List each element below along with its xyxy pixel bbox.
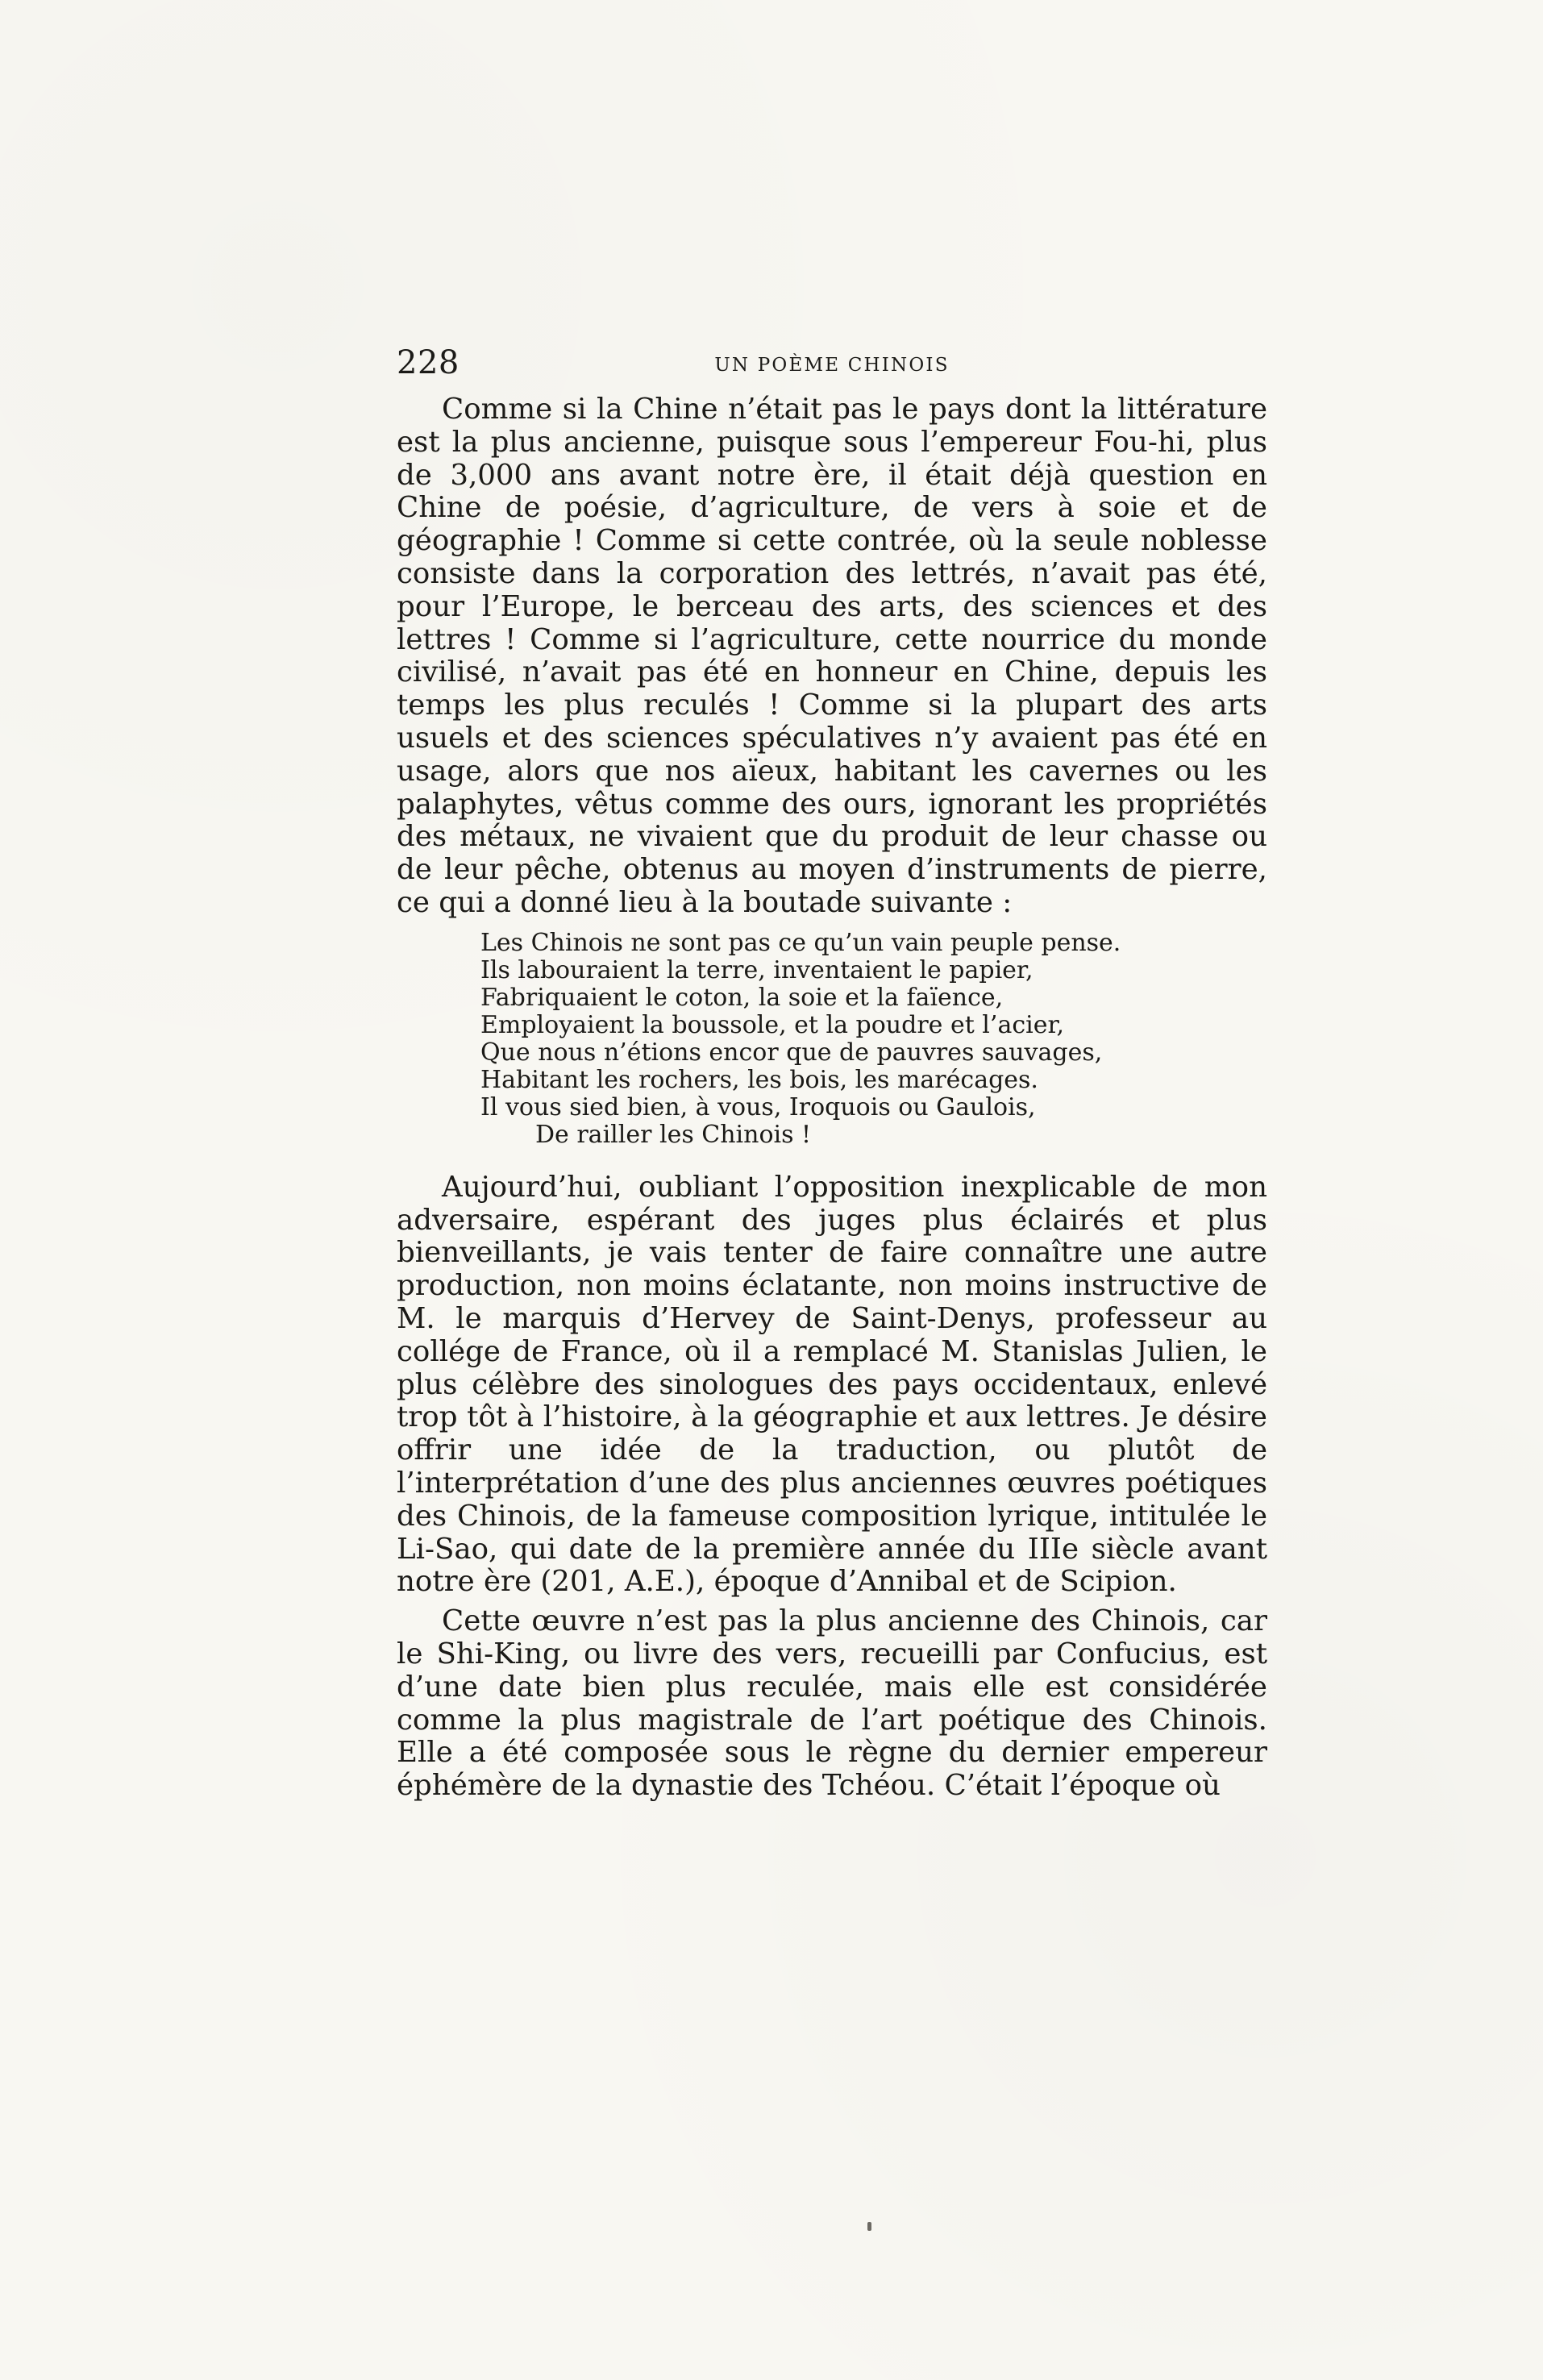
running-title: UN POÈME CHINOIS [714,355,950,376]
print-mark [867,2222,871,2231]
verse-line: Les Chinois ne sont pas ce qu’un vain peuple pense. [480,928,1121,957]
paragraph-2: Aujourd’hui, oubliant l’opposition inexplicable de mon adversaire, espérant des juges plus éclairés et plus bienveillants, je vais tenter de faire connaître une autre production, non moins éclatante, non moins instructive de M. le marquis d’Hervey de Saint-Denys, professeur au collége de France, où il a remplacé M. Stanislas Julien, le plus célèbre des sinologues des pays occidentaux, enlevé trop tôt à l’histoire, à la géographie et aux lettres. Je désire offrir une idée de la traduction, ou plutôt de l’interprétation d’une des plus anciennes œuvres poétiques des Chinois, de la fameuse composition lyrique, intitulée le Li-Sao, qui date de la première année du IIIe siècle avant notre ère (201, A.E.), époque d’Annibal et de Scipion. [397,1170,1267,1599]
verse-line: Habitant les rochers, les bois, les marécages. [480,1065,1038,1094]
page-number: 228 [397,344,460,381]
verse-line: Employaient la boussole, et la poudre et l’acier, [480,1010,1065,1039]
verse-line: De railler les Chinois ! [535,1120,812,1149]
verse-block [480,930,1230,1149]
page-header [397,345,1267,387]
paragraph-1: Comme si la Chine n’était pas le pays dont la littérature est la plus ancienne, puisque sous l’empereur Fou-hi, plus de 3,000 ans avant notre ère, il était déjà question en Chine de poésie, d’agriculture, de vers à soie et de géographie ! Comme si cette contrée, où la seule noblesse consiste dans la corporation des lettrés, n’avait pas été, pour l’Europe, le berceau des arts, des sciences et des lettres ! Comme si l’agriculture, cette nourrice du monde civilisé, n’avait pas été en honneur en Chine, depuis les temps les plus reculés ! Comme si la plupart des arts usuels et des sciences spéculatives n’y avaient pas été en usage, alors que nos aïeux, habitant les cavernes ou les palaphytes, vêtus comme des ours, ignorant les propriétés des métaux, ne vivaient que du produit de leur chasse ou de leur pêche, obtenus au moyen d’instruments de pierre, ce qui a donné lieu à la boutade suivante : [397,393,1267,919]
paragraph-3: Cette œuvre n’est pas la plus ancienne des Chinois, car le Shi-King, ou livre des vers, recueilli par Confucius, est d’une date bien plus reculée, mais elle est considérée comme la plus magistrale de l’art poétique des Chinois. Elle a été composée sous le règne du dernier empereur éphémère de la dynastie des Tchéou. C’était l’époque où [397,1604,1267,1803]
verse-line: Ils labouraient la terre, inventaient le papier, [480,955,1034,984]
verse-line: Que nous n’étions encor que de pauvres sauvages, [480,1038,1103,1067]
page-content [397,345,1267,1803]
verse-line: Il vous sied bien, à vous, Iroquois ou Gaulois, [480,1092,1036,1121]
verse-line: Fabriquaient le coton, la soie et la faïence, [480,983,1004,1012]
